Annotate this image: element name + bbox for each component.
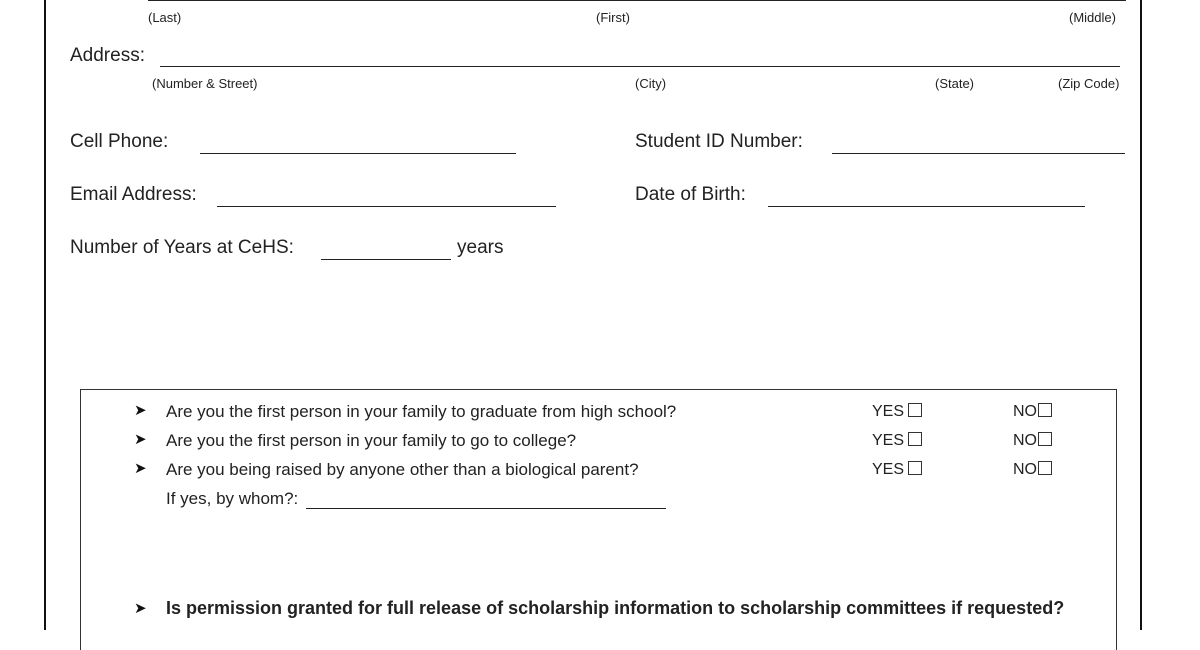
student-id-label: Student ID Number:	[635, 131, 803, 152]
followup-label: If yes, by whom?:	[166, 489, 299, 508]
cell-phone-line[interactable]	[200, 153, 516, 154]
years-label: Number of Years at CeHS:	[70, 237, 294, 258]
yes-label: YES	[872, 432, 905, 449]
middle-caption: (Middle)	[1069, 10, 1116, 25]
no-label: NO	[1013, 461, 1037, 478]
yes-option[interactable]	[872, 403, 922, 421]
checkbox-icon[interactable]	[1038, 432, 1052, 446]
followup-line[interactable]	[306, 508, 666, 509]
checkbox-icon[interactable]	[1038, 403, 1052, 417]
cell-phone-label: Cell Phone:	[70, 131, 169, 152]
page-border-left	[44, 0, 46, 630]
checkbox-icon[interactable]	[908, 403, 922, 417]
years-line[interactable]	[321, 259, 451, 260]
question-text: Are you the first person in your family to graduate from high school?	[166, 402, 677, 421]
state-caption: (State)	[935, 76, 975, 91]
yes-label: YES	[872, 403, 905, 420]
name-line[interactable]	[148, 0, 1126, 1]
permission-question: Is permission granted for full release of scholarship information to scholarship committees if requested?	[166, 598, 1065, 618]
years-suffix: years	[457, 237, 504, 258]
yes-label: YES	[872, 461, 905, 478]
question-text: Are you being raised by anyone other than a biological parent?	[166, 460, 639, 479]
street-caption: (Number & Street)	[152, 76, 258, 91]
no-option[interactable]	[1013, 432, 1052, 450]
address-label: Address:	[70, 45, 145, 66]
last-caption: (Last)	[148, 10, 182, 25]
dob-line[interactable]	[768, 206, 1085, 207]
checkbox-icon[interactable]	[1038, 461, 1052, 475]
checkbox-icon[interactable]	[908, 461, 922, 475]
arrow-bullet-icon: ➤	[134, 431, 147, 448]
student-id-line[interactable]	[832, 153, 1125, 154]
no-option[interactable]	[1013, 403, 1052, 421]
arrow-bullet-icon: ➤	[134, 460, 147, 477]
arrow-bullet-icon: ➤	[134, 600, 147, 617]
yes-option[interactable]	[872, 432, 922, 450]
zip-caption: (Zip Code)	[1058, 76, 1120, 91]
arrow-bullet-icon: ➤	[134, 402, 147, 419]
no-label: NO	[1013, 432, 1037, 449]
checkbox-icon[interactable]	[908, 432, 922, 446]
dob-label: Date of Birth:	[635, 184, 746, 205]
no-label: NO	[1013, 403, 1037, 420]
email-line[interactable]	[217, 206, 556, 207]
question-text: Are you the first person in your family to go to college?	[166, 431, 577, 450]
city-caption: (City)	[635, 76, 667, 91]
first-caption: (First)	[596, 10, 630, 25]
address-line[interactable]	[160, 66, 1120, 67]
no-option[interactable]	[1013, 461, 1052, 479]
yes-option[interactable]	[872, 461, 922, 479]
email-label: Email Address:	[70, 184, 197, 205]
page-border-right	[1140, 0, 1142, 630]
